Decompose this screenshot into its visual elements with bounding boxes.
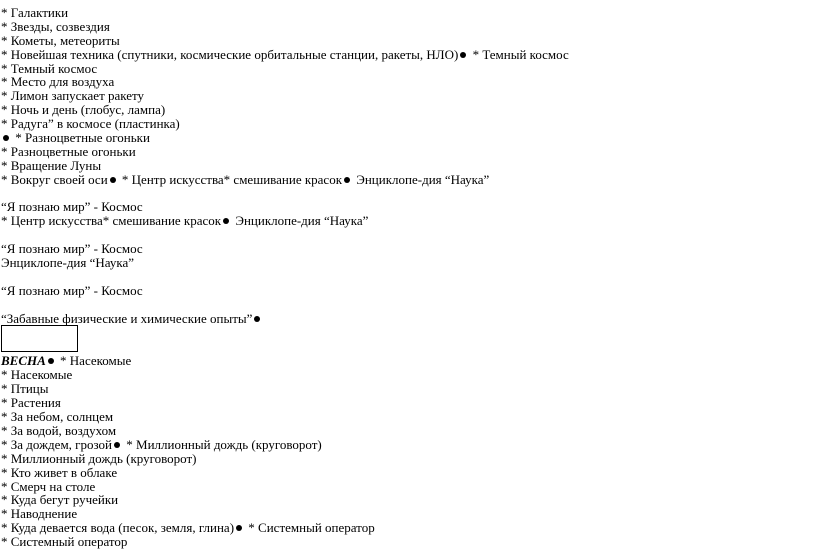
list-item: * Системный оператор bbox=[1, 534, 128, 549]
blank-line bbox=[1, 228, 813, 242]
list-item-text: * Насекомые bbox=[56, 353, 132, 369]
bullet-icon bbox=[3, 135, 9, 141]
paragraph: “Я познаю мир” - Космос bbox=[1, 199, 143, 215]
list-item: * Миллионный дождь (круговорот) bbox=[1, 450, 197, 466]
season-heading-line bbox=[1, 354, 813, 368]
list-item: * Лимон запускает ракету bbox=[1, 88, 145, 104]
list-item-text: * Системный оператор bbox=[245, 520, 375, 536]
list-item bbox=[1, 214, 813, 228]
list-item: * Смерч на столе bbox=[1, 478, 96, 494]
paragraph: “Я познаю мир” - Космос bbox=[1, 241, 143, 257]
blank-line bbox=[1, 298, 813, 312]
list-item-text: * Новейшая техника (спутники, космические орбитальные станции, ракеты, НЛО) bbox=[1, 46, 459, 62]
bullet-icon bbox=[114, 442, 120, 448]
bullet-icon bbox=[236, 525, 242, 531]
list-item bbox=[1, 521, 813, 535]
bullet-icon bbox=[460, 52, 466, 58]
list-item: * Звезды, созвездия bbox=[1, 18, 110, 34]
bullet-icon bbox=[254, 316, 260, 322]
list-item: * Кто живет в облаке bbox=[1, 464, 118, 480]
paragraph-text: “Забавные физические и химические опыты” bbox=[1, 310, 253, 326]
empty-table-cell bbox=[1, 325, 78, 352]
list-item-text: * Центр искусства* смешивание красок bbox=[1, 213, 222, 229]
list-item: * Куда бегут ручейки bbox=[1, 492, 119, 508]
list-item: * За небом, солнцем bbox=[1, 409, 114, 425]
list-item: * Радуга” в космосе (пластинка) bbox=[1, 116, 180, 132]
list-item bbox=[1, 173, 813, 187]
bullet-icon bbox=[223, 218, 229, 224]
blank-line bbox=[1, 187, 813, 201]
paragraph: “Я познаю мир” - Космос bbox=[1, 282, 143, 298]
list-item bbox=[1, 131, 813, 145]
list-item: * За водой, воздухом bbox=[1, 422, 117, 438]
list-item bbox=[1, 438, 813, 452]
list-item: * Кометы, метеориты bbox=[1, 32, 120, 48]
list-item: * Растения bbox=[1, 395, 61, 411]
list-item-text: Энциклопе-дия “Наука” bbox=[353, 171, 490, 187]
paragraph: Энциклопе-дия “Наука” bbox=[1, 255, 135, 271]
list-item: * Вращение Луны bbox=[1, 157, 102, 173]
list-item-text: * Темный космос bbox=[469, 46, 569, 62]
bullet-icon bbox=[344, 177, 350, 183]
list-item-text: Энциклопе-дия “Наука” bbox=[232, 213, 369, 229]
list-item-text: * Центр искусства* смешивание красок bbox=[118, 171, 343, 187]
blank-line bbox=[1, 270, 813, 284]
list-item-text: * Вокруг своей оси bbox=[1, 171, 108, 187]
season-heading: ВЕСНА bbox=[1, 353, 46, 369]
list-item-text: * Миллионный дождь (круговорот) bbox=[123, 436, 322, 452]
list-item: * Галактики bbox=[1, 5, 69, 20]
list-item bbox=[1, 48, 813, 62]
list-item: * Ночь и день (глобус, лампа) bbox=[1, 102, 166, 118]
bullet-icon bbox=[48, 358, 54, 364]
document-body bbox=[1, 6, 813, 549]
list-item: * Насекомые bbox=[1, 367, 73, 383]
list-item: * Птицы bbox=[1, 381, 49, 397]
list-item-text: * За дождем, грозой bbox=[1, 436, 113, 452]
list-item-text: * Разноцветные огоньки bbox=[12, 130, 150, 146]
list-item: * Разноцветные огоньки bbox=[1, 143, 136, 159]
paragraph bbox=[1, 312, 813, 326]
list-item-text: * Куда девается вода (песок, земля, глина) bbox=[1, 520, 235, 536]
bullet-icon bbox=[110, 177, 116, 183]
list-item: * Место для воздуха bbox=[1, 74, 115, 90]
list-item: * Наводнение bbox=[1, 506, 78, 522]
list-item: * Темный космос bbox=[1, 60, 98, 76]
